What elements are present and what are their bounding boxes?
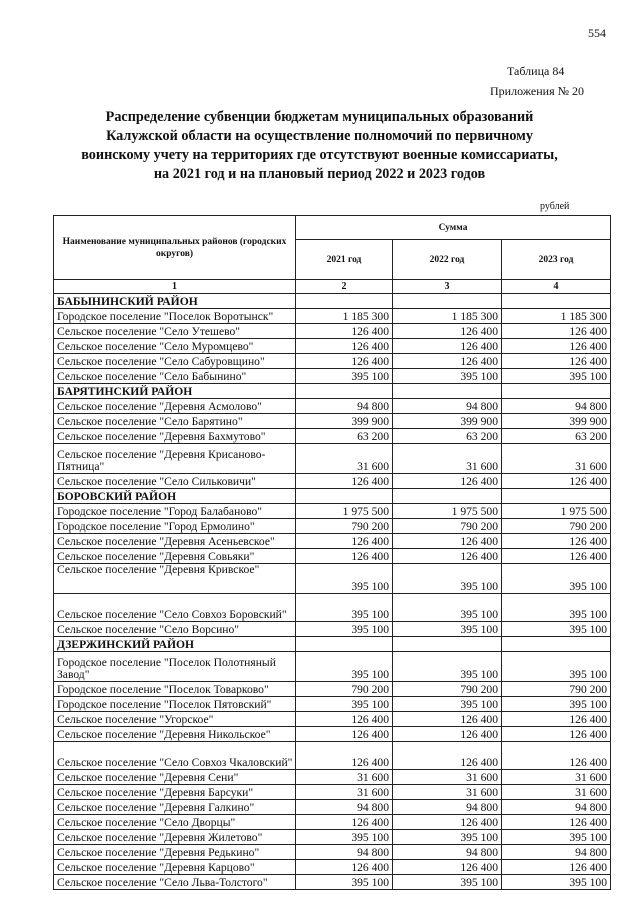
header-row [54, 216, 611, 240]
settlement-row [54, 800, 611, 815]
amount-2021: 126 400 [296, 860, 393, 875]
settlement-row [54, 324, 611, 339]
amount-2023: 395 100 [502, 369, 611, 384]
amount-2021: 399 900 [296, 414, 393, 429]
amount-2022: 94 800 [393, 800, 502, 815]
settlement-row [54, 845, 611, 860]
amount-2023: 790 200 [502, 519, 611, 534]
table-body [54, 294, 611, 890]
settlement-name: Сельское поселение "Деревня Жилетово" [54, 830, 296, 845]
settlement-row [54, 414, 611, 429]
amount-2023: 126 400 [502, 474, 611, 489]
page-number: 554 [588, 26, 606, 40]
amount-2022: 395 100 [393, 564, 502, 594]
title-line: воинскому учету на территориях где отсутствуют военные комиссариаты, [81, 147, 558, 163]
amount-2021: 126 400 [296, 474, 393, 489]
amount-2021: 395 100 [296, 369, 393, 384]
settlement-name: Сельское поселение "Село Бабынино" [54, 369, 296, 384]
title-line: на 2021 год и на плановый период 2022 и 2023 годов [153, 166, 486, 182]
amount-2021: 126 400 [296, 712, 393, 727]
amount-2022: 126 400 [393, 727, 502, 742]
amount-2021: 126 400 [296, 354, 393, 369]
settlement-row [54, 860, 611, 875]
settlement-name: Сельское поселение "Деревня Карцово" [54, 860, 296, 875]
amount-2023: 94 800 [502, 845, 611, 860]
settlement-name: Сельское поселение "Село Муромцево" [54, 339, 296, 354]
settlement-row [54, 474, 611, 489]
header-2022: 2022 год [393, 240, 502, 280]
amount-2022: 126 400 [393, 354, 502, 369]
amount-2023: 126 400 [502, 354, 611, 369]
empty-cell [296, 384, 393, 399]
amount-2021: 63 200 [296, 429, 393, 444]
amount-2023: 395 100 [502, 622, 611, 637]
amount-2023: 31 600 [502, 444, 611, 474]
amount-2022: 126 400 [393, 742, 502, 770]
column-index: 2 [296, 280, 393, 294]
settlement-name: Сельское поселение "Деревня Сени" [54, 770, 296, 785]
amount-2023: 790 200 [502, 682, 611, 697]
settlement-name: Сельское поселение "Село Ворсино" [54, 622, 296, 637]
amount-2021: 790 200 [296, 519, 393, 534]
amount-2021: 126 400 [296, 727, 393, 742]
amount-2021: 395 100 [296, 564, 393, 594]
title-line: Калужской области на осуществление полномочий по первичному [106, 128, 533, 144]
amount-2022: 126 400 [393, 549, 502, 564]
settlement-row [54, 519, 611, 534]
amount-2023: 126 400 [502, 815, 611, 830]
settlement-name: Сельское поселение "Деревня Асмолово" [54, 399, 296, 414]
district-row [54, 384, 611, 399]
amount-2021: 31 600 [296, 785, 393, 800]
empty-cell [502, 294, 611, 309]
settlement-row [54, 549, 611, 564]
header-2021: 2021 год [296, 240, 393, 280]
amount-2023: 395 100 [502, 830, 611, 845]
amount-2021: 94 800 [296, 399, 393, 414]
amount-2021: 395 100 [296, 830, 393, 845]
header-2023: 2023 год [502, 240, 611, 280]
amount-2021: 1 185 300 [296, 309, 393, 324]
settlement-row [54, 682, 611, 697]
settlement-row [54, 399, 611, 414]
settlement-row [54, 785, 611, 800]
amount-2021: 31 600 [296, 444, 393, 474]
empty-cell [393, 637, 502, 652]
amount-2021: 126 400 [296, 534, 393, 549]
document-title [0, 108, 639, 184]
amount-2022: 395 100 [393, 875, 502, 890]
amount-2023: 395 100 [502, 875, 611, 890]
amount-2021: 395 100 [296, 652, 393, 682]
empty-cell [296, 637, 393, 652]
empty-cell [393, 384, 502, 399]
settlement-row [54, 727, 611, 742]
settlement-name: Сельское поселение "Деревня Барсуки" [54, 785, 296, 800]
amount-2021: 790 200 [296, 682, 393, 697]
column-index: 3 [393, 280, 502, 294]
amount-2021: 31 600 [296, 770, 393, 785]
empty-cell [393, 489, 502, 504]
empty-cell [296, 489, 393, 504]
amount-2022: 790 200 [393, 682, 502, 697]
settlement-name: Городское поселение "Поселок Товарково" [54, 682, 296, 697]
settlement-row [54, 742, 611, 770]
settlement-name: Городское поселение "Город Ермолино" [54, 519, 296, 534]
amount-2021: 126 400 [296, 742, 393, 770]
amount-2021: 126 400 [296, 549, 393, 564]
amount-2022: 126 400 [393, 534, 502, 549]
amount-2023: 126 400 [502, 339, 611, 354]
amount-2022: 126 400 [393, 712, 502, 727]
district-row [54, 294, 611, 309]
amount-2023: 395 100 [502, 564, 611, 594]
amount-2021: 94 800 [296, 845, 393, 860]
settlement-row [54, 875, 611, 890]
settlement-row [54, 652, 611, 682]
settlement-name: Городское поселение "Поселок Пятовский" [54, 697, 296, 712]
column-index: 4 [502, 280, 611, 294]
settlement-name: Сельское поселение "Деревня Крисаново-Пятница" [54, 444, 296, 474]
settlement-name: Сельское поселение "Деревня Асеньевское" [54, 534, 296, 549]
district-name: БОРОВСКИЙ РАЙОН [54, 489, 296, 504]
settlement-name: Сельское поселение "Деревня Совьяки" [54, 549, 296, 564]
amount-2021: 395 100 [296, 697, 393, 712]
units-label: рублей [540, 201, 570, 212]
amount-2022: 395 100 [393, 594, 502, 622]
settlement-row [54, 712, 611, 727]
amount-2023: 126 400 [502, 860, 611, 875]
amount-2021: 395 100 [296, 622, 393, 637]
title-line: Распределение субвенции бюджетам муниципальных образований [105, 109, 534, 125]
settlement-name: Сельское поселение "Село Совхоз Чкаловский" [54, 742, 296, 770]
settlement-name: Сельское поселение "Деревня Галкино" [54, 800, 296, 815]
amount-2023: 1 975 500 [502, 504, 611, 519]
amount-2021: 126 400 [296, 339, 393, 354]
amount-2023: 395 100 [502, 697, 611, 712]
amount-2023: 395 100 [502, 594, 611, 622]
empty-cell [296, 294, 393, 309]
amount-2023: 126 400 [502, 727, 611, 742]
amount-2023: 94 800 [502, 800, 611, 815]
amount-2022: 395 100 [393, 369, 502, 384]
settlement-row [54, 369, 611, 384]
amount-2021: 126 400 [296, 324, 393, 339]
settlement-name: Городское поселение "Поселок Воротынск" [54, 309, 296, 324]
amount-2023: 126 400 [502, 742, 611, 770]
empty-cell [502, 489, 611, 504]
column-index: 1 [54, 280, 296, 294]
amount-2023: 63 200 [502, 429, 611, 444]
district-name: ДЗЕРЖИНСКИЙ РАЙОН [54, 637, 296, 652]
table-number: Таблица 84 [507, 64, 565, 78]
amount-2022: 63 200 [393, 429, 502, 444]
district-name: БАРЯТИНСКИЙ РАЙОН [54, 384, 296, 399]
amount-2022: 395 100 [393, 697, 502, 712]
settlement-row [54, 564, 611, 594]
empty-cell [393, 294, 502, 309]
amount-2022: 790 200 [393, 519, 502, 534]
settlement-row [54, 339, 611, 354]
amount-2022: 31 600 [393, 770, 502, 785]
amount-2021: 395 100 [296, 875, 393, 890]
district-name: БАБЫНИНСКИЙ РАЙОН [54, 294, 296, 309]
amount-2023: 126 400 [502, 534, 611, 549]
amount-2021: 395 100 [296, 594, 393, 622]
amount-2023: 126 400 [502, 712, 611, 727]
amount-2022: 126 400 [393, 324, 502, 339]
settlement-name: Городское поселение "Город Балабаново" [54, 504, 296, 519]
settlement-name: Сельское поселение "Деревня Никольское" [54, 727, 296, 742]
amount-2022: 126 400 [393, 474, 502, 489]
amount-2023: 126 400 [502, 549, 611, 564]
settlement-name: Сельское поселение "Село Дворцы" [54, 815, 296, 830]
amount-2022: 31 600 [393, 444, 502, 474]
settlement-name: Сельское поселение "Угорское" [54, 712, 296, 727]
settlement-row [54, 309, 611, 324]
amount-2021: 126 400 [296, 815, 393, 830]
district-row [54, 489, 611, 504]
amount-2022: 399 900 [393, 414, 502, 429]
subvention-table [53, 215, 611, 890]
amount-2023: 395 100 [502, 652, 611, 682]
settlement-row [54, 770, 611, 785]
header-name: Наименование муниципальных районов (городских округов) [54, 216, 296, 280]
settlement-row [54, 534, 611, 549]
settlement-row [54, 444, 611, 474]
empty-cell [502, 637, 611, 652]
settlement-row [54, 815, 611, 830]
header-sum: Сумма [296, 216, 611, 240]
amount-2022: 94 800 [393, 845, 502, 860]
amount-2023: 126 400 [502, 324, 611, 339]
amount-2022: 1 185 300 [393, 309, 502, 324]
settlement-row [54, 429, 611, 444]
settlement-name: Сельское поселение "Село Совхоз Боровский" [54, 594, 296, 622]
amount-2022: 94 800 [393, 399, 502, 414]
settlement-row [54, 594, 611, 622]
amount-2023: 399 900 [502, 414, 611, 429]
settlement-name: Сельское поселение "Село Сабуровщино" [54, 354, 296, 369]
settlement-row [54, 697, 611, 712]
empty-cell [502, 384, 611, 399]
amount-2022: 126 400 [393, 339, 502, 354]
amount-2021: 1 975 500 [296, 504, 393, 519]
settlement-name: Сельское поселение "Село Утешево" [54, 324, 296, 339]
amount-2023: 31 600 [502, 770, 611, 785]
settlement-name: Сельское поселение "Деревня Редькино" [54, 845, 296, 860]
amount-2023: 1 185 300 [502, 309, 611, 324]
settlement-name: Сельское поселение "Село Барятино" [54, 414, 296, 429]
amount-2022: 31 600 [393, 785, 502, 800]
settlement-name: Городское поселение "Поселок Полотняный Завод" [54, 652, 296, 682]
settlement-name: Сельское поселение "Село Сильковичи" [54, 474, 296, 489]
district-row [54, 637, 611, 652]
amount-2022: 1 975 500 [393, 504, 502, 519]
settlement-row [54, 622, 611, 637]
amount-2022: 126 400 [393, 860, 502, 875]
amount-2022: 395 100 [393, 652, 502, 682]
settlement-row [54, 504, 611, 519]
appendix-label: Приложения № 20 [490, 84, 585, 98]
amount-2023: 94 800 [502, 399, 611, 414]
settlement-name: Сельское поселение "Деревня Бахмутово" [54, 429, 296, 444]
amount-2021: 94 800 [296, 800, 393, 815]
settlement-name: Сельское поселение "Деревня Кривское" [54, 564, 296, 594]
settlement-row [54, 830, 611, 845]
amount-2022: 395 100 [393, 830, 502, 845]
settlement-name: Сельское поселение "Село Льва-Толстого" [54, 875, 296, 890]
amount-2022: 395 100 [393, 622, 502, 637]
settlement-row [54, 354, 611, 369]
column-index-row [54, 280, 611, 294]
amount-2023: 31 600 [502, 785, 611, 800]
amount-2022: 126 400 [393, 815, 502, 830]
